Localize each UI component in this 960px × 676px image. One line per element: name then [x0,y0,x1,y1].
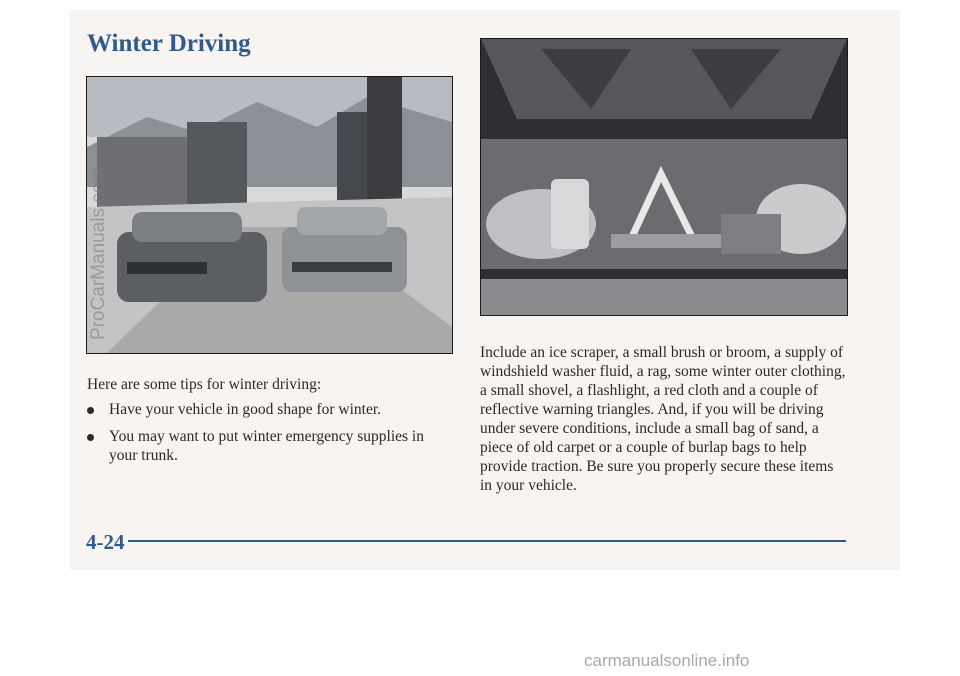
bullet-icon [87,407,94,414]
bullet-icon [87,434,94,441]
list-item [87,427,447,465]
list-item-text: Have your vehicle in good shape for winter. [109,401,382,418]
page-number: 4-24 [86,530,125,554]
side-watermark: ProCarManuals.com [88,166,109,340]
supplies-paragraph: Include an ice scraper, a small brush or broom, a supply of windshield washer fluid, a rag, some winter outer clothing, a small shovel, a flashlight, a red cloth and a couple of reflective warning triangles. And, if you will be driving under severe conditions, include a small bag of sand, a piece of old carpet or a couple of burlap bags to help provide traction. Be sure you properly secure these items in your vehicle. [480,344,846,494]
page-title: Winter Driving [87,30,251,57]
winter-road-illustration [86,76,453,354]
intro-text: Here are some tips for winter driving: [87,376,322,393]
footer-rule [128,540,846,542]
footer-watermark: carmanualsonline.info [584,651,750,670]
trunk-supplies-illustration [480,38,848,316]
list-item [87,400,447,419]
list-item-text: You may want to put winter emergency supplies in your trunk. [109,428,424,464]
tips-list [87,400,447,473]
